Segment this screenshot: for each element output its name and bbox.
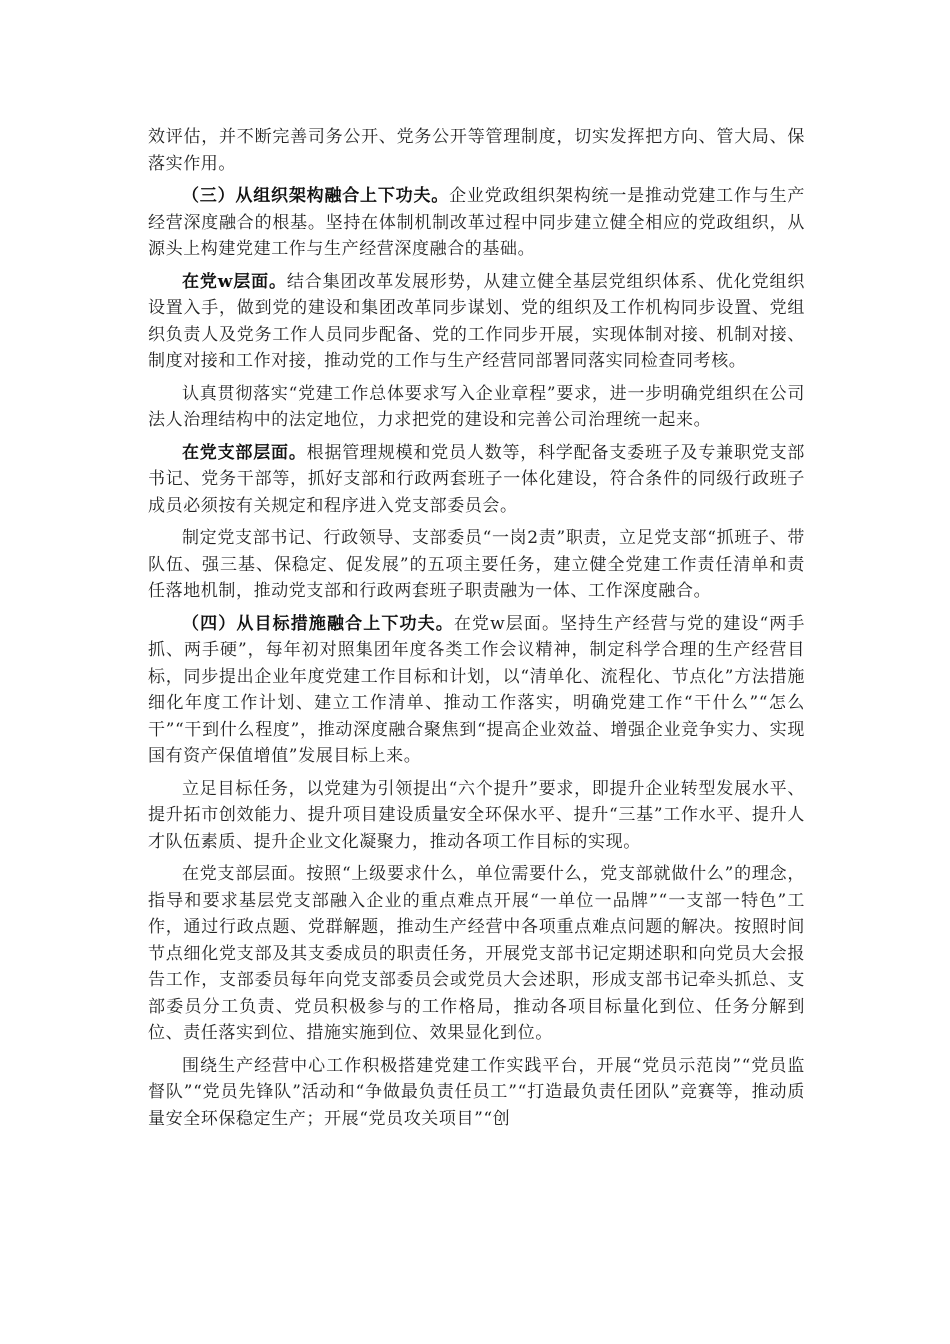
document-body bbox=[148, 124, 805, 1138]
paragraph-text: 制定党支部书记、行政领导、支部委员“一岗2责”职责，立足党支部“抓班子、带队伍、强三基、保稳定、促发展”的五项主要任务，建立健全党建工作责任清单和责任落地机制，推动党支部和行政两套班子职责融为一体、工作深度融合。 bbox=[148, 528, 805, 601]
paragraph bbox=[148, 124, 805, 177]
paragraph-text: 根据管理规模和党员人数等，科学配备支委班子及专兼职党支部书记、党务干部等，抓好支部和行政两套班子一体化建设，符合条件的同级行政班子成员必须按有关规定和程序进入党支部委员会。 bbox=[148, 442, 805, 516]
paragraph-text: 立足目标任务，以党建为引领提出“六个提升”要求，即提升企业转型发展水平、提升拓市创效能力、提升项目建设质量安全环保水平、提升“三基”工作水平、提升人才队伍素质、提升企业文化凝聚力，推动各项工作目标的实现。 bbox=[148, 778, 805, 852]
paragraph-lead: （三）从组织架构融合上下功夫。 bbox=[182, 186, 450, 206]
paragraph-lead: 在党w层面。 bbox=[182, 271, 287, 292]
paragraph bbox=[148, 861, 805, 1047]
paragraph bbox=[148, 525, 805, 605]
paragraph-text: 在党支部层面。按照“上级要求什么，单位需要什么，党支部就做什么”的理念，指导和要求基层党支部融入企业的重点难点开展“一单位一品牌”“一支部一特色”工作，通过行政点题、党群解题，推动生产经营中各项重点难点问题的解决。按照时间节点细化党支部及其支委成员的职责任务，开展党支部书记定期述职和向党员大会报告工作，支部委员每年向党支部委员会或党员大会述职，形成支部书记牵头抓总、支部委员分工负责、党员积极参与的工作格局，推动各项目标量化到位、任务分解到位、责任落实到位、措施实施到位、效果显化到位。 bbox=[148, 864, 805, 1043]
paragraph-text: 在党w层面。坚持生产经营与党的建设“两手抓、两手硬”，每年初对照集团年度各类工作会议精神，制定科学合理的生产经营目标，同步提出企业年度党建工作目标和计划，以“清单化、流程化、节点化”方法措施细化年度工作计划、建立工作清单、推动工作落实，明确党建工作“干什么”“怎么干”“干到什么程度”，推动深度融合聚焦到“提高企业效益、增强企业竞争实力、实现国有资产保值增值”发展目标上来。 bbox=[148, 613, 806, 766]
paragraph bbox=[148, 611, 805, 770]
paragraph-text: 认真贯彻落实“党建工作总体要求写入企业章程”要求，进一步明确党组织在公司法人治理结构中的法定地位，力求把党的建设和完善公司治理统一起来。 bbox=[148, 383, 805, 430]
paragraph-text: 企业党政组织架构统一是推动党建工作与生产经营深度融合的根基。坚持在体制机制改革过程中同步建立健全相应的党政组织，从源头上构建党建工作与生产经营深度融合的基础。 bbox=[148, 186, 806, 259]
paragraph-lead: 在党支部层面。 bbox=[182, 442, 307, 463]
paragraph-lead: （四）从目标措施融合上下功夫。 bbox=[182, 613, 454, 634]
paragraph-text: 围绕生产经营中心工作积极搭建党建工作实践平台，开展“党员示范岗”“党员监督队”“党员先锋队”活动和“争做最负责任员工”“打造最负责任团队”竞赛等，推动质量安全环保稳定生产；开展“党员攻关项目”“创 bbox=[148, 1055, 805, 1129]
paragraph bbox=[148, 776, 805, 856]
paragraph bbox=[148, 1053, 805, 1133]
paragraph-text: 结合集团改革发展形势，从建立健全基层党组织体系、优化党组织设置入手，做到党的建设和集团改革同步谋划、党的组织及工作机构同步设置、党组织负责人及党务工作人员同步配备、党的工作同步开展，实现体制对接、机制对接、制度对接和工作对接，推动党的工作与生产经营同部署同落实同检查同考核。 bbox=[148, 271, 805, 371]
paragraph bbox=[148, 440, 805, 520]
paragraph-text: 效评估，并不断完善司务公开、党务公开等管理制度，切实发挥把方向、管大局、保落实作用。 bbox=[148, 127, 805, 174]
paragraph bbox=[148, 183, 805, 263]
paragraph bbox=[148, 269, 805, 375]
paragraph bbox=[148, 381, 805, 434]
